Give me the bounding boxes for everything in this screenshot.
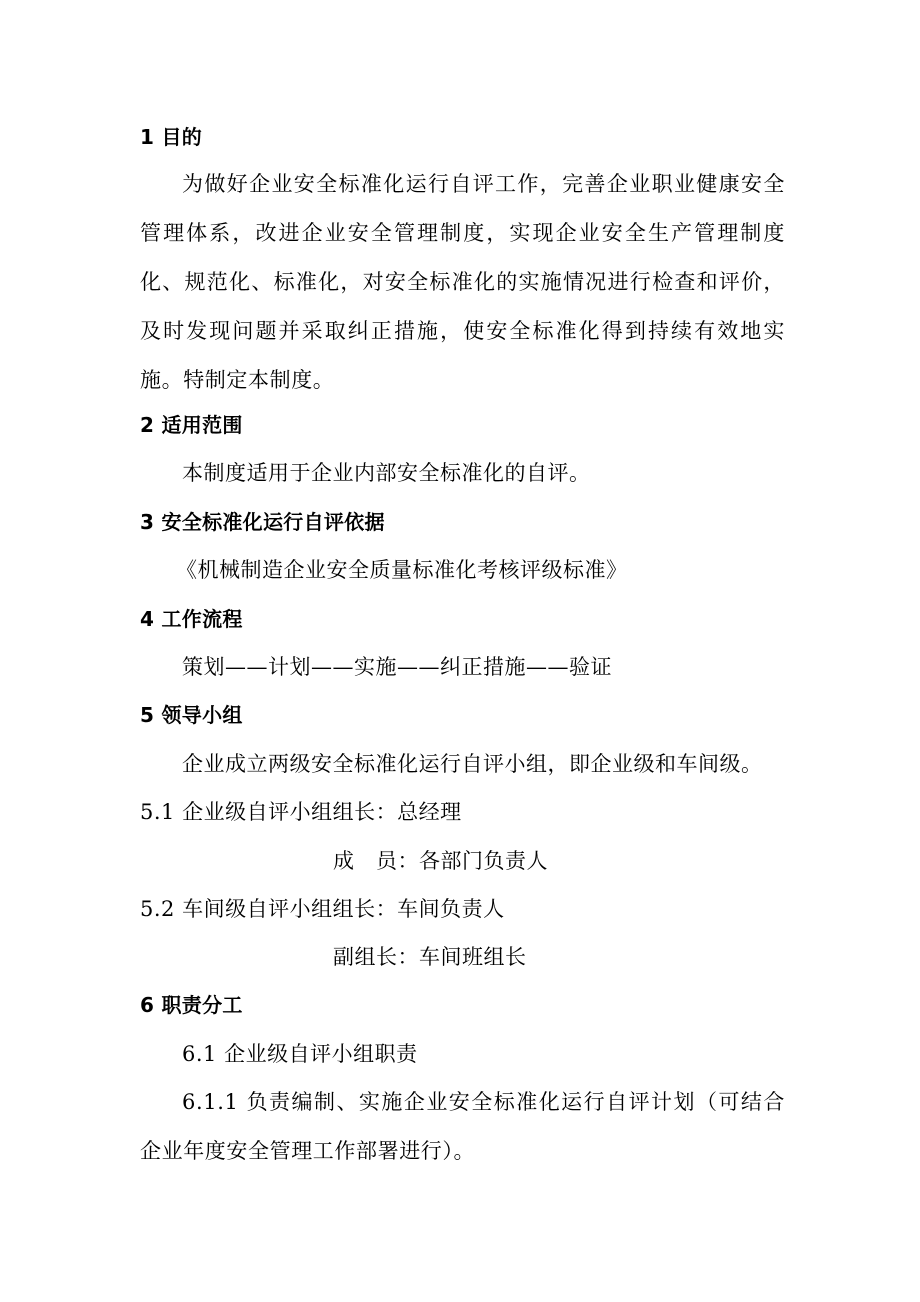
section-5-heading: 5 领导小组 [140, 703, 243, 727]
section-5-2-deputy: 副组长：车间班组长 [333, 945, 527, 969]
section-4-paragraph: 策划——计划——实施——纠正措施——验证 [182, 655, 612, 679]
section-5-1-members: 成 员：各部门负责人 [333, 849, 548, 873]
section-5-paragraph: 企业成立两级安全标准化运行自评小组，即企业级和车间级。 [182, 752, 763, 776]
section-4-heading: 4 工作流程 [140, 607, 243, 631]
section-1-paragraph: 为做好企业安全标准化运行自评工作，完善企业职业健康安全管理体系，改进企业安全管理制度，实现企业安全生产管理制度化、规范化、标准化，对安全标准化的实施情况进行检查和评价，及时发现问题并采取纠正措施，使安全标准化得到持续有效地实施。特制定本制度。 [140, 172, 785, 392]
section-1-heading: 1 目的 [140, 125, 203, 149]
section-5-1-line: 5.1 企业级自评小组组长：总经理 [140, 800, 462, 824]
section-6-heading: 6 职责分工 [140, 993, 243, 1017]
section-3-paragraph: 《机械制造企业安全质量标准化考核评级标准》 [176, 558, 628, 582]
section-6-1-1-paragraph: 6.1.1 负责编制、实施企业安全标准化运行自评计划（可结合企业年度安全管理工作部署进行）。 [140, 1090, 785, 1163]
section-6-1-line: 6.1 企业级自评小组职责 [182, 1042, 418, 1066]
section-5-2-line: 5.2 车间级自评小组组长：车间负责人 [140, 897, 505, 921]
section-2-heading: 2 适用范围 [140, 413, 243, 437]
section-3-heading: 3 安全标准化运行自评依据 [140, 510, 385, 534]
section-2-paragraph: 本制度适用于企业内部安全标准化的自评。 [182, 461, 591, 485]
